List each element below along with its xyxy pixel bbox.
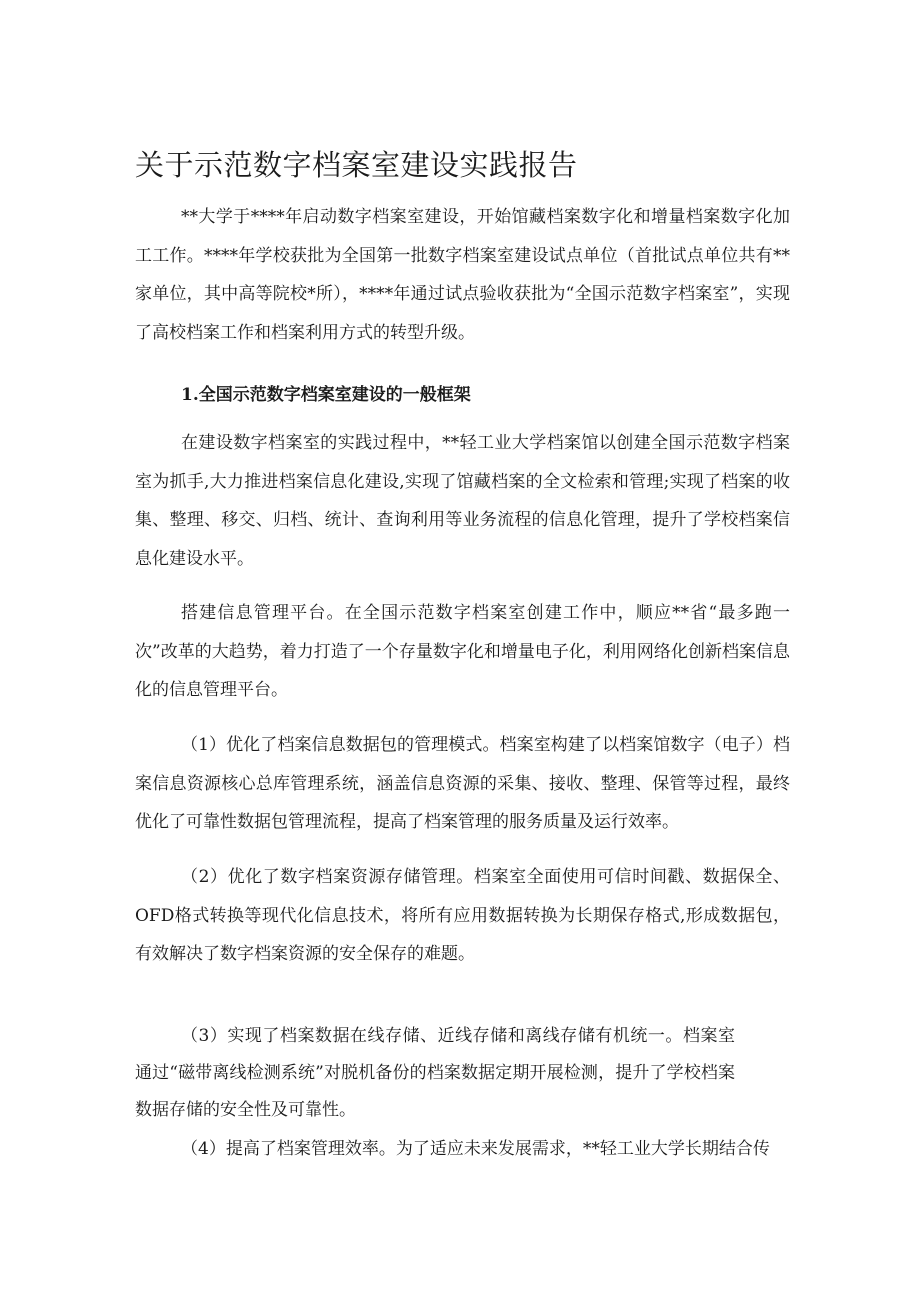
paragraph-item-4: （4）提高了档案管理效率。为了适应未来发展需求，**轻工业大学长期结合传 [181,1139,770,1159]
paragraph-item-3: （3）实现了档案数据在线存储、近线存储和离线存储有机统一。档案室通过“磁带离线检测系统”对脱机备份的档案数据定期开展检测，提升了学校档案数据存储的安全性及可靠性。 [135,1026,735,1120]
paragraph-item-2: （2）优化了数字档案资源存储管理。档案室全面使用可信时间戳、数据保全、OFD格式转换等现代化信息技术，将所有应用数据转换为长期保存格式,形成数据包，有效解决了数字档案资源的安全保存的难题。 [135,867,790,964]
paragraph-platform: 搭建信息管理平台。在全国示范数字档案室创建工作中，顺应**省“最多跑一次”改革的大趋势，着力打造了一个存量数字化和增量电子化，利用网络化创新档案信息化的信息管理平台。 [135,603,790,700]
paragraph-intro: **大学于****年启动数字档案室建设，开始馆藏档案数字化和增量档案数字化加工工作。****年学校获批为全国第一批数字档案室建设试点单位（首批试点单位共有**家单位，其中高等院校*所），****年通过试点验收获批为“全国示范数字档案室”，实现了高校档案工作和档案利用方式的转型升级。 [135,207,790,343]
paragraph-practice: 在建设数字档案室的实践过程中，**轻工业大学档案馆以创建全国示范数字档案室为抓手,大力推进档案信息化建设,实现了馆藏档案的全文检索和管理;实现了档案的收集、整理、移交、归档、统计、查询利用等业务流程的信息化管理，提升了学校档案信息化建设水平。 [135,433,790,569]
section-heading: 1.全国示范数字档案室建设的一般框架 [181,385,471,405]
paragraph-item-1: （1）优化了档案信息数据包的管理模式。档案室构建了以档案馆数字（电子）档案信息资源核心总库管理系统，涵盖信息资源的采集、接收、整理、保管等过程，最终优化了可靠性数据包管理流程，提高了档案管理的服务质量及运行效率。 [135,735,790,832]
document-title: 关于示范数字档案室建设实践报告 [135,148,578,182]
